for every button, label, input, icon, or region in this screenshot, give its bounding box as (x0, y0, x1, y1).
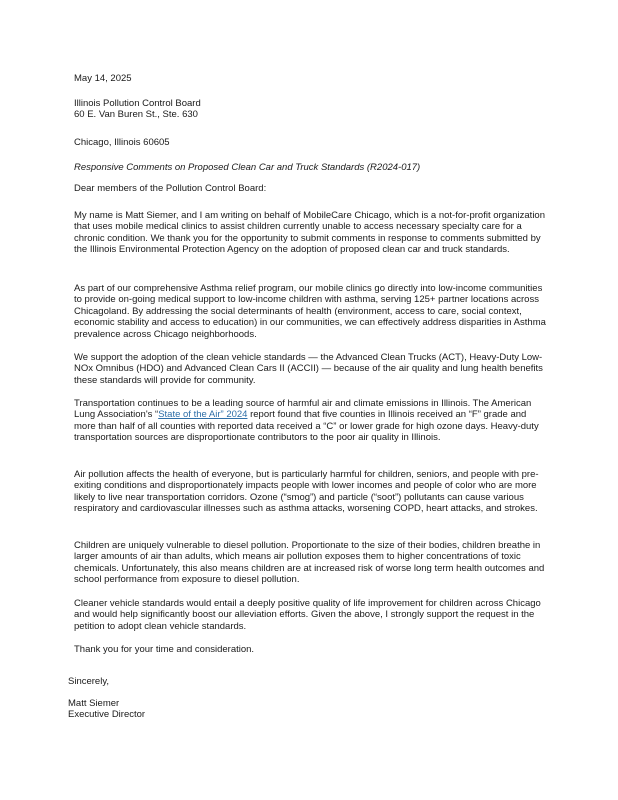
state-of-the-air-link[interactable]: State of the Air” 2024 (158, 409, 248, 421)
paragraph-transportation-end: report found that five counties in Illinois received an “F” grade and more than half of all counties with reported data received a “C” or lower grade for high ozone days. Heavy-duty transportation sources are disproportionate contributors to the poor air quality in Illinois. (74, 409, 539, 444)
paragraph-thanks: Thank you for your time and consideration. (74, 644, 255, 655)
paragraph-conclusion: Cleaner vehicle standards would entail a deeply positive quality of life improvement for children across Chicago and would help significantly boost our alleviation efforts. Given the above, I strongly support the request in the petition to adopt clean vehicle standards. (74, 598, 541, 632)
paragraph-children: Children are uniquely vulnerable to diesel pollution. Proportionate to the size of their bodies, children breathe in larger amounts of air than adults, which means air pollution exposes them to higher concentrations of toxic chemicals. Unfortunately, this also means children are at increased risk of worse long term health outcomes and school performance from exposure to diesel pollution. (74, 540, 545, 586)
salutation: Dear members of the Pollution Control Board: (74, 183, 267, 194)
closing: Sincerely, (68, 676, 110, 687)
signature-name: Matt Siemer (68, 698, 120, 709)
recipient-address (74, 98, 201, 121)
paragraph-transportation-start: Transportation continues to be a leading source of harmful air and climate emissions in Illinois. The American Lung Association's “ (74, 398, 532, 421)
signature-title: Executive Director (68, 709, 146, 721)
recipient-city: Chicago, Illinois 60605 (74, 137, 170, 148)
paragraph-transportation (74, 398, 546, 444)
letter-date: May 14, 2025 (74, 73, 132, 84)
recipient-street: 60 E. Van Buren St., Ste. 630 (74, 109, 198, 121)
paragraph-health-effects: Air pollution affects the health of everyone, but is particularly harmful for children, seniors, and people with pre-exiting conditions and disproportionately impacts people with lower incomes and people of color who are more likely to live near transportation corridors. Ozone (“smog”) and particle (“soot”) pollutants can cause various respiratory and cardiovascular illnesses such as asthma attacks, worsening COPD, heart attacks, and strokes. (74, 469, 539, 515)
signature-block (68, 698, 145, 721)
paragraph-intro: My name is Matt Siemer, and I am writing on behalf of MobileCare Chicago, which is a not-for-profit organization that uses mobile medical clinics to assist children currently unable to access necessary specialty care for a chronic condition. We thank you for the opportunity to submit comments in response to comments submitted by the Illinois Environmental Protection Agency on the adoption of proposed clean car and truck standards. (74, 210, 545, 256)
recipient-org: Illinois Pollution Control Board (74, 98, 201, 109)
paragraph-support: We support the adoption of the clean vehicle standards — the Advanced Clean Trucks (ACT), Heavy-Duty Low-NOx Omnibus (HDO) and Advanced Clean Cars II (ACCII) — because of the air quality and lung health benefits these standards will provide for community. (74, 352, 543, 386)
paragraph-program: As part of our comprehensive Asthma relief program, our mobile clinics go directly into low-income communities to provide on-going medical support to low-income children with asthma, serving 125+ partner locations across Chicagoland. By addressing the social determinants of health (environment, access to care, social context, economic stability and access to education) in our communities, we can effectively address disparities in Asthma prevalence across Chicago neighborhoods. (74, 283, 546, 340)
letter-subject: Responsive Comments on Proposed Clean Car and Truck Standards (R2024-017) (74, 162, 421, 173)
